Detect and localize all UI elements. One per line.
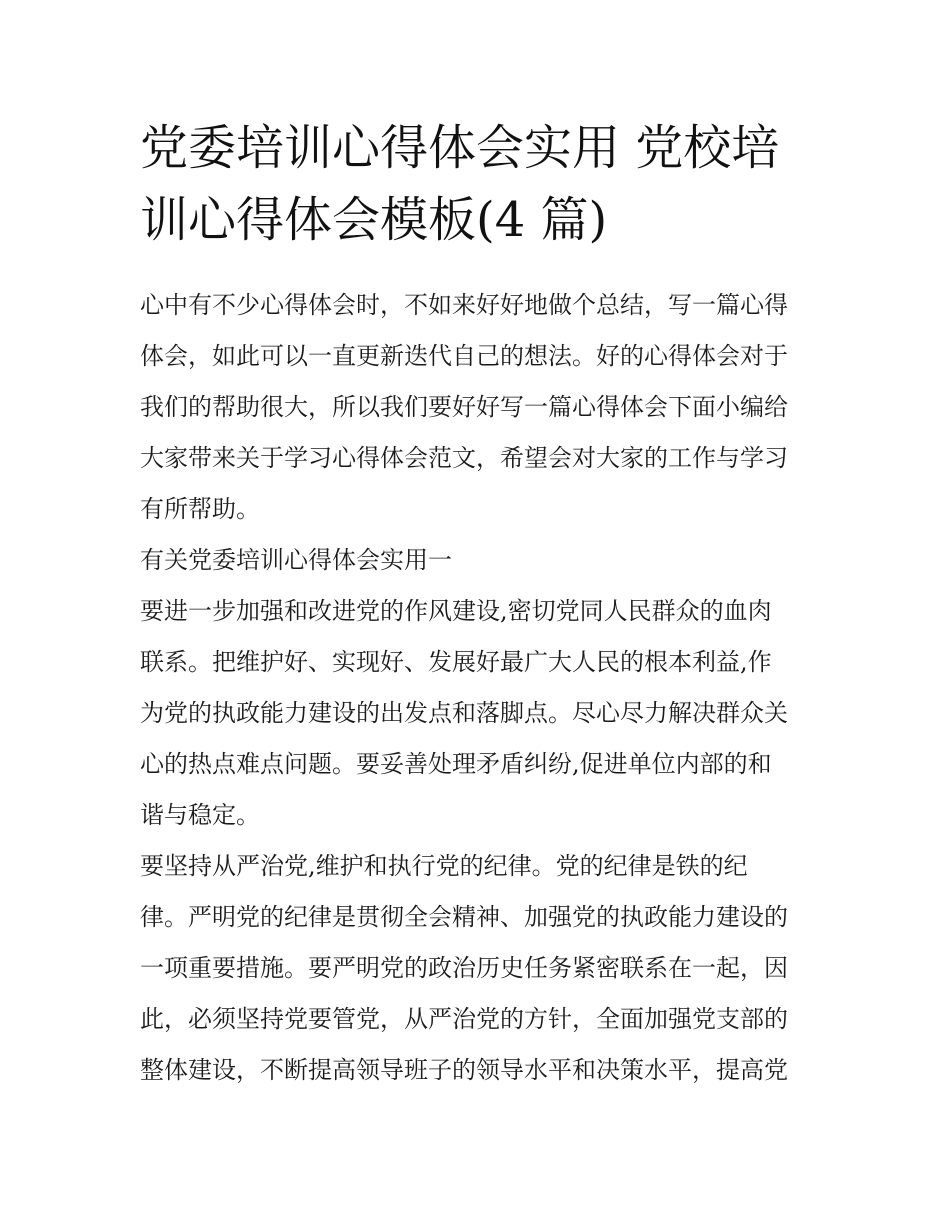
text-line: 整体建设，不断提高领导班子的领导水平和决策水平，提高党: [140, 1056, 788, 1084]
text-line: 一项重要措施。要严明党的政治历史任务紧密联系在一起，因: [140, 954, 788, 982]
text-line: 谐与稳定。: [140, 801, 260, 829]
text-line: 要进一步加强和改进党的作风建设,密切党同人民群众的血肉: [140, 597, 772, 625]
paragraph-discipline: [140, 841, 816, 1096]
intro-paragraph: [140, 280, 816, 535]
text-line: 大家带来关于学习心得体会范文，希望会对大家的工作与学习: [140, 444, 788, 472]
text-line: 心中有不少心得体会时，不如来好好地做个总结，写一篇心得: [140, 291, 788, 319]
text-line: 有关党委培训心得体会实用一: [140, 546, 452, 574]
title-line-2: 训心得体会模板(4 篇): [140, 192, 608, 248]
text-line: 心的热点难点问题。要妥善处理矛盾纠纷,促进单位内部的和: [140, 750, 772, 778]
title-line-1: 党委培训心得体会实用 党校培: [140, 120, 780, 176]
text-line: 此，必须坚持党要管党，从严治党的方针，全面加强党支部的: [140, 1005, 788, 1033]
text-line: 我们的帮助很大，所以我们要好好写一篇心得体会下面小编给: [140, 393, 788, 421]
text-line: 体会，如此可以一直更新迭代自己的想法。好的心得体会对于: [140, 342, 788, 370]
text-line: 为党的执政能力建设的出发点和落脚点。尽心尽力解决群众关: [140, 699, 788, 727]
document-title: [140, 112, 820, 256]
text-line: 有所帮助。: [140, 495, 260, 523]
section-heading: [140, 535, 816, 586]
paragraph-work-style: [140, 586, 816, 841]
text-line: 联系。把维护好、实现好、发展好最广大人民的根本利益,作: [140, 648, 772, 676]
document-body: [140, 280, 816, 1096]
text-line: 要坚持从严治党,维护和执行党的纪律。党的纪律是铁的纪: [140, 852, 748, 880]
text-line: 律。严明党的纪律是贯彻全会精神、加强党的执政能力建设的: [140, 903, 788, 931]
